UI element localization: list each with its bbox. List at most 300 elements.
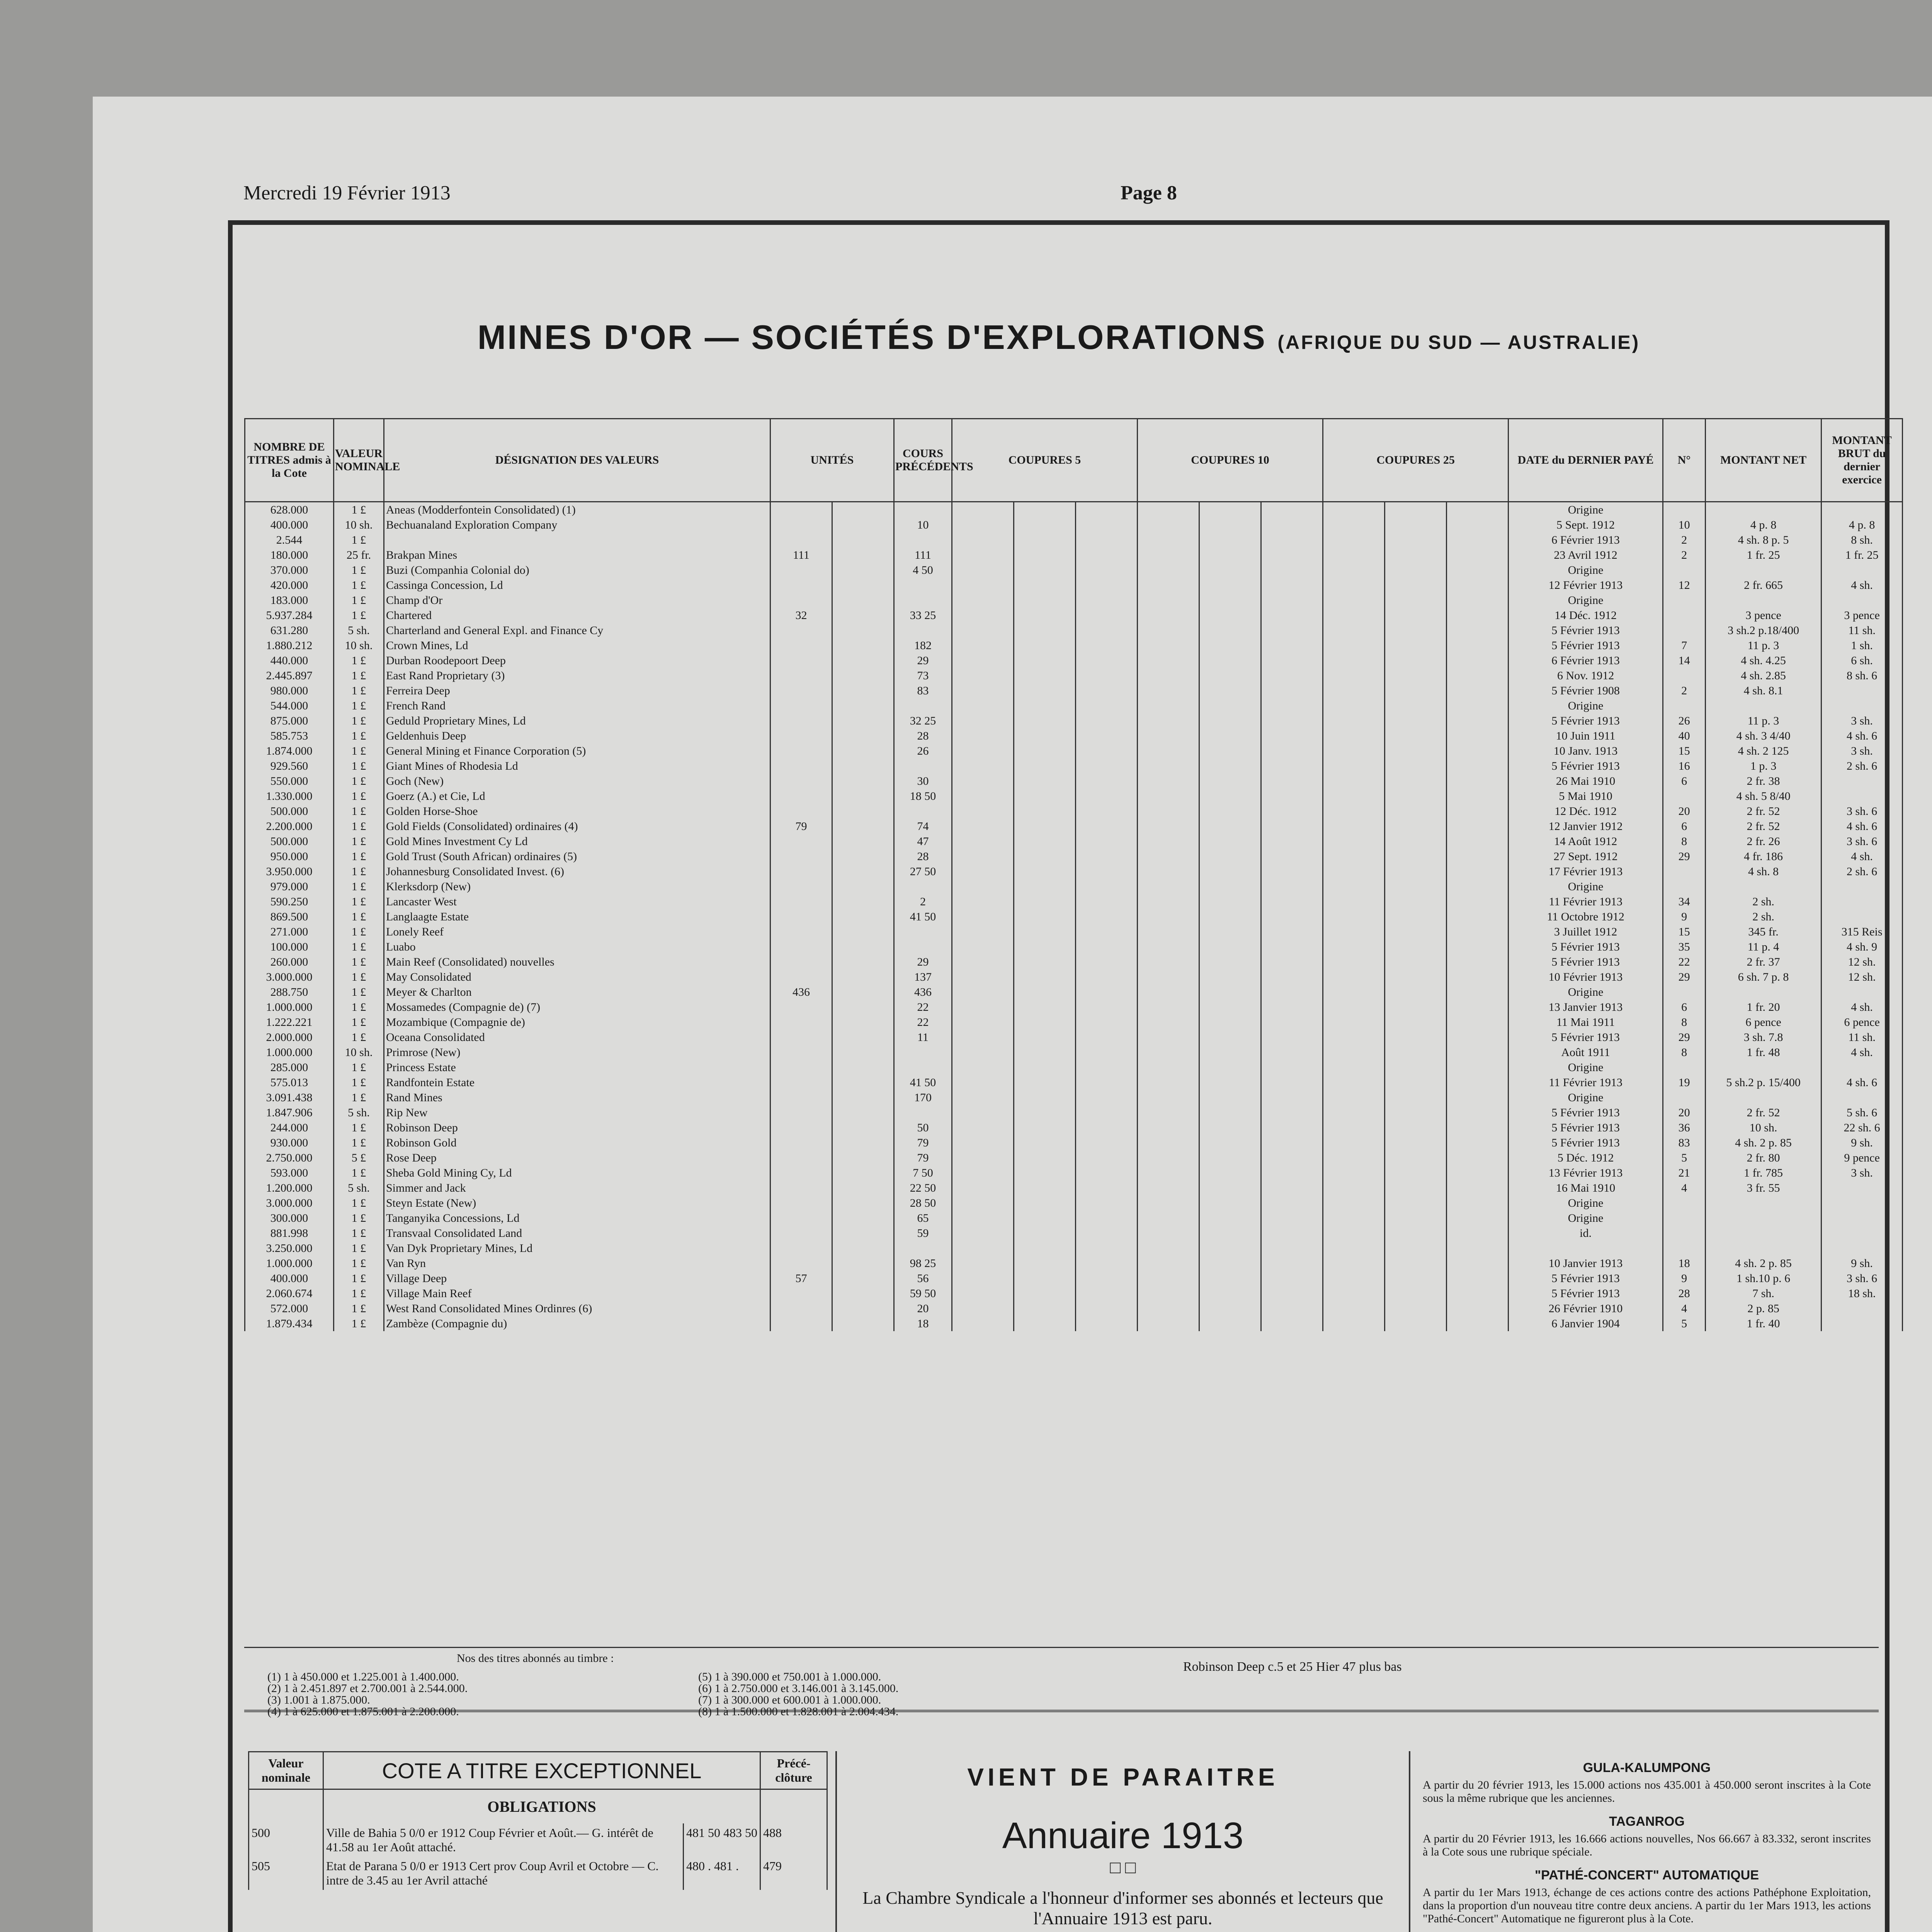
cell-nombre: 2.750.000: [245, 1150, 334, 1165]
cell-c25-bas: [1323, 1135, 1385, 1150]
cell-c5-prec: [1076, 623, 1138, 638]
cell-c10-prec: [1261, 1150, 1323, 1165]
cell-valeur: 1 £: [334, 1000, 384, 1015]
cell-unites-bas: [770, 834, 832, 849]
cell-c5-prec: [1076, 1226, 1138, 1241]
cell-c25-haut: [1385, 1226, 1447, 1241]
cell-valeur: 10 sh.: [334, 517, 384, 532]
cell-nombre: 950.000: [245, 849, 334, 864]
cell-date: 5 Février 1913: [1509, 1105, 1663, 1120]
cell-unites-haut: [832, 1286, 894, 1301]
cell-designation: Chartered: [384, 608, 770, 623]
cell-c25-haut: [1385, 789, 1447, 804]
cell-c25-haut: [1385, 834, 1447, 849]
cell-c10-bas: [1138, 502, 1199, 518]
cell-c10-bas: [1138, 1000, 1199, 1015]
cell-c5-bas: [952, 1000, 1014, 1015]
cell-c5-prec: [1076, 1271, 1138, 1286]
cell-c5-bas: [952, 1180, 1014, 1196]
cell-c10-bas: [1138, 1060, 1199, 1075]
cell-c25-haut: [1385, 954, 1447, 969]
table-row: [245, 819, 1903, 834]
cell-nombre: 980.000: [245, 683, 334, 698]
cell-c5-prec: [1076, 1165, 1138, 1180]
cell-no: 2: [1663, 548, 1706, 563]
cell-designation: Johannesburg Consolidated Invest. (6): [384, 864, 770, 879]
cell-c25-prec: [1447, 1226, 1509, 1241]
cell-c25-prec: [1447, 954, 1509, 969]
cell-c25-bas: [1323, 743, 1385, 759]
notice-text: A partir du 20 février 1913, les 15.000 actions nos 435.001 à 450.000 seront inscrites à la Cote sous la même rubrique que les anciennes.: [1423, 1779, 1871, 1804]
cell-no: 2: [1663, 683, 1706, 698]
cell-nombre: 3.000.000: [245, 1196, 334, 1211]
cell-c25-prec: [1447, 909, 1509, 924]
cell-c25-haut: [1385, 1301, 1447, 1316]
cell-c10-prec: [1261, 1000, 1323, 1015]
cell-designation: West Rand Consolidated Mines Ordinres (6): [384, 1301, 770, 1316]
cell-cours-prec: 32 25: [894, 713, 952, 728]
cell-c10-prec: [1261, 1226, 1323, 1241]
cell-unites-bas: [770, 774, 832, 789]
cell-montant: [1706, 985, 1821, 1000]
cell-c5-prec: [1076, 924, 1138, 939]
cell-designation: Simmer and Jack: [384, 1180, 770, 1196]
cell-unites-haut: [832, 879, 894, 894]
cell-no: 14: [1663, 653, 1706, 668]
cell-c25-haut: [1385, 517, 1447, 532]
cell-c10-bas: [1138, 698, 1199, 713]
cell-no: 29: [1663, 849, 1706, 864]
cell-unites-haut: [832, 954, 894, 969]
cell-nombre: 930.000: [245, 1135, 334, 1150]
cell-c25-prec: [1447, 698, 1509, 713]
cell-nombre: 100.000: [245, 939, 334, 954]
cell-c25-bas: [1323, 623, 1385, 638]
cell-valeur: 1 £: [334, 653, 384, 668]
cell-c10-haut: [1199, 1075, 1261, 1090]
cell-designation: Crown Mines, Ld: [384, 638, 770, 653]
cell-nombre: 585.753: [245, 728, 334, 743]
cell-date: 12 Janvier 1912: [1509, 819, 1663, 834]
cell-c10-haut: [1199, 1015, 1261, 1030]
cell-montant: 2 sh.: [1706, 894, 1821, 909]
cell-valeur: 1 £: [334, 1165, 384, 1180]
cell-c25-prec: [1447, 789, 1509, 804]
cell-c5-prec: [1076, 728, 1138, 743]
cell-cours-prec: 137: [894, 969, 952, 985]
cell-cours-prec: [894, 623, 952, 638]
cell-c5-bas: [952, 502, 1014, 518]
cell-c10-prec: [1261, 1120, 1323, 1135]
cell-c5-haut: [1014, 1045, 1076, 1060]
cell-c5-haut: [1014, 1316, 1076, 1331]
cell-c5-bas: [952, 1150, 1014, 1165]
cell-brut: [1821, 1241, 1903, 1256]
cell-brut: 9 pence: [1821, 1150, 1903, 1165]
cell-no: 22: [1663, 954, 1706, 969]
cell-c10-haut: [1199, 1180, 1261, 1196]
table-row: [245, 578, 1903, 593]
cell-designation: French Rand: [384, 698, 770, 713]
cell-c5-prec: [1076, 1196, 1138, 1211]
cell-c5-haut: [1014, 834, 1076, 849]
cell-c5-bas: [952, 985, 1014, 1000]
cell-cours-prec: 59 50: [894, 1286, 952, 1301]
cell-c5-haut: [1014, 1180, 1076, 1196]
cell-cours-prec: 28: [894, 849, 952, 864]
cell-designation: May Consolidated: [384, 969, 770, 985]
cell-c25-haut: [1385, 593, 1447, 608]
cell-montant: 1 p. 3: [1706, 759, 1821, 774]
cell-c25-prec: [1447, 1135, 1509, 1150]
cote-r1-prec: 488: [760, 1823, 827, 1857]
cell-montant: 2 fr. 38: [1706, 774, 1821, 789]
cell-c10-bas: [1138, 849, 1199, 864]
cell-unites-haut: [832, 1120, 894, 1135]
cell-c10-bas: [1138, 1196, 1199, 1211]
cell-designation: Oceana Consolidated: [384, 1030, 770, 1045]
cell-c25-haut: [1385, 638, 1447, 653]
cell-brut: [1821, 1211, 1903, 1226]
notice-text: A partir du 1er Mars 1913, échange de ces actions contre des actions Pathéphone Exploitation, dans la proportion d'un nouveau titre contre deux anciens. A partir du 1er Mars 1913, les actions "Pathé-Concert" Automatique ne figureront plus à la Cote.: [1423, 1886, 1871, 1925]
cell-nombre: 544.000: [245, 698, 334, 713]
cell-c5-prec: [1076, 1211, 1138, 1226]
cell-c25-bas: [1323, 819, 1385, 834]
cell-c25-bas: [1323, 879, 1385, 894]
cell-cours-prec: 33 25: [894, 608, 952, 623]
cell-brut: 4 sh.: [1821, 849, 1903, 864]
cell-c25-prec: [1447, 728, 1509, 743]
cell-c25-prec: [1447, 864, 1509, 879]
cell-c10-prec: [1261, 1060, 1323, 1075]
cell-brut: [1821, 879, 1903, 894]
cell-c10-prec: [1261, 789, 1323, 804]
cell-brut: [1821, 683, 1903, 698]
header-date: Mercredi 19 Février 1913: [243, 182, 451, 204]
cell-cours-prec: 11: [894, 1030, 952, 1045]
cell-montant: 1 fr. 25: [1706, 548, 1821, 563]
table-row: [245, 1105, 1903, 1120]
cell-c5-bas: [952, 743, 1014, 759]
cell-valeur: 5 sh.: [334, 1105, 384, 1120]
cell-c10-haut: [1199, 954, 1261, 969]
cell-unites-haut: [832, 683, 894, 698]
cell-c25-haut: [1385, 1256, 1447, 1271]
cell-c25-bas: [1323, 653, 1385, 668]
cell-c10-bas: [1138, 1015, 1199, 1030]
cell-c5-haut: [1014, 1241, 1076, 1256]
cell-c5-prec: [1076, 879, 1138, 894]
cell-c5-bas: [952, 1060, 1014, 1075]
cell-montant: [1706, 1196, 1821, 1211]
cell-brut: 12 sh.: [1821, 954, 1903, 969]
cell-montant: 3 fr. 55: [1706, 1180, 1821, 1196]
cell-brut: [1821, 502, 1903, 518]
cell-nombre: 1.847.906: [245, 1105, 334, 1120]
cell-c25-prec: [1447, 1271, 1509, 1286]
cell-date: 14 Déc. 1912: [1509, 608, 1663, 623]
cell-date: 10 Janv. 1913: [1509, 743, 1663, 759]
cell-c10-haut: [1199, 879, 1261, 894]
cell-cours-prec: 47: [894, 834, 952, 849]
cell-unites-bas: [770, 1135, 832, 1150]
cell-c25-bas: [1323, 1090, 1385, 1105]
cell-c25-prec: [1447, 894, 1509, 909]
cell-date: 16 Mai 1910: [1509, 1180, 1663, 1196]
cell-cours-prec: [894, 939, 952, 954]
col-nombre: NOMBRE DE TITRES admis à la Cote: [245, 419, 334, 502]
cell-c5-prec: [1076, 502, 1138, 518]
cell-c10-haut: [1199, 1135, 1261, 1150]
cell-c10-haut: [1199, 517, 1261, 532]
cell-date: Origine: [1509, 985, 1663, 1000]
table-row: [245, 653, 1903, 668]
cell-c10-haut: [1199, 969, 1261, 985]
cell-unites-bas: [770, 1301, 832, 1316]
cell-date: 5 Février 1913: [1509, 1271, 1663, 1286]
cell-cours-prec: 30: [894, 774, 952, 789]
cell-c10-haut: [1199, 1196, 1261, 1211]
cell-designation: Village Main Reef: [384, 1286, 770, 1301]
cell-montant: 1 fr. 40: [1706, 1316, 1821, 1331]
cell-c10-bas: [1138, 548, 1199, 563]
cell-unites-bas: [770, 1090, 832, 1105]
cell-no: [1663, 563, 1706, 578]
vient-heading: VIENT DE PARAITRE: [967, 1763, 1279, 1791]
cell-unites-bas: [770, 1105, 832, 1120]
col-coupures-5: COUPURES 5: [952, 419, 1138, 502]
cell-designation: Lancaster West: [384, 894, 770, 909]
cell-montant: 1 fr. 48: [1706, 1045, 1821, 1060]
cell-c5-prec: [1076, 774, 1138, 789]
cell-unites-bas: 57: [770, 1271, 832, 1286]
cell-montant: 10 sh.: [1706, 1120, 1821, 1135]
cell-c25-prec: [1447, 1180, 1509, 1196]
cell-unites-bas: [770, 532, 832, 548]
cell-cours-prec: 73: [894, 668, 952, 683]
cell-montant: 3 pence: [1706, 608, 1821, 623]
cell-c25-bas: [1323, 774, 1385, 789]
cell-c10-haut: [1199, 1316, 1261, 1331]
table-row: [245, 1241, 1903, 1256]
cell-c25-haut: [1385, 698, 1447, 713]
cell-unites-bas: [770, 517, 832, 532]
cell-c5-haut: [1014, 1135, 1076, 1150]
cell-c10-bas: [1138, 1180, 1199, 1196]
content-frame: [228, 220, 1892, 1932]
col-montant: MONTANT NET: [1706, 419, 1821, 502]
cell-c10-prec: [1261, 894, 1323, 909]
cell-designation: Goerz (A.) et Cie, Ld: [384, 789, 770, 804]
cell-c25-prec: [1447, 517, 1509, 532]
cell-valeur: 1 £: [334, 728, 384, 743]
cell-brut: 2 sh. 6: [1821, 864, 1903, 879]
cell-designation: Van Ryn: [384, 1256, 770, 1271]
cell-cours-prec: 29: [894, 653, 952, 668]
cell-unites-haut: [832, 608, 894, 623]
cell-nombre: 180.000: [245, 548, 334, 563]
cell-cours-prec: [894, 759, 952, 774]
cell-valeur: 1 £: [334, 1256, 384, 1271]
cell-c5-bas: [952, 1120, 1014, 1135]
cell-c25-haut: [1385, 1015, 1447, 1030]
cell-valeur: 1 £: [334, 864, 384, 879]
cell-no: [1663, 879, 1706, 894]
cell-brut: 18 sh.: [1821, 1286, 1903, 1301]
cell-c5-haut: [1014, 713, 1076, 728]
cell-unites-haut: [832, 743, 894, 759]
cell-c5-prec: [1076, 743, 1138, 759]
cell-unites-bas: [770, 1060, 832, 1075]
notes-block: [244, 1647, 1879, 1718]
cell-valeur: 1 £: [334, 1271, 384, 1286]
cell-c25-bas: [1323, 1286, 1385, 1301]
cell-unites-bas: [770, 1256, 832, 1271]
cell-valeur: 1 £: [334, 1030, 384, 1045]
cell-cours-prec: [894, 578, 952, 593]
cell-cours-prec: 79: [894, 1150, 952, 1165]
cell-no: [1663, 698, 1706, 713]
cell-c25-prec: [1447, 759, 1509, 774]
cell-unites-haut: [832, 713, 894, 728]
decoration: □ □: [1110, 1857, 1136, 1877]
cell-c25-bas: [1323, 532, 1385, 548]
cell-brut: [1821, 985, 1903, 1000]
col-date: DATE du DERNIER PAYÉ: [1509, 419, 1663, 502]
table-row: [245, 1030, 1903, 1045]
cell-date: 13 Février 1913: [1509, 1165, 1663, 1180]
cell-c10-haut: [1199, 939, 1261, 954]
cell-unites-haut: [832, 1000, 894, 1015]
cell-c25-bas: [1323, 593, 1385, 608]
cell-c5-haut: [1014, 563, 1076, 578]
cell-designation: [384, 532, 770, 548]
table-row: [245, 954, 1903, 969]
cell-no: 16: [1663, 759, 1706, 774]
cell-brut: 3 sh.: [1821, 713, 1903, 728]
cell-date: Origine: [1509, 563, 1663, 578]
cell-brut: 3 sh. 6: [1821, 834, 1903, 849]
cell-no: 15: [1663, 743, 1706, 759]
cell-unites-haut: [832, 563, 894, 578]
cell-c10-bas: [1138, 683, 1199, 698]
cell-c5-prec: [1076, 653, 1138, 668]
cell-designation: Buzi (Companhia Colonial do): [384, 563, 770, 578]
cell-unites-haut: [832, 578, 894, 593]
cell-cours-prec: 18: [894, 1316, 952, 1331]
cell-c10-prec: [1261, 638, 1323, 653]
cell-c10-prec: [1261, 593, 1323, 608]
cell-unites-bas: [770, 1045, 832, 1060]
cell-c10-prec: [1261, 1075, 1323, 1090]
cell-nombre: 400.000: [245, 1271, 334, 1286]
cell-c25-haut: [1385, 1120, 1447, 1135]
table-row: [245, 804, 1903, 819]
cell-c25-bas: [1323, 804, 1385, 819]
cell-no: 6: [1663, 774, 1706, 789]
cell-c10-prec: [1261, 517, 1323, 532]
cell-c25-bas: [1323, 548, 1385, 563]
table-row: [245, 743, 1903, 759]
cell-nombre: 500.000: [245, 804, 334, 819]
table-row: [245, 759, 1903, 774]
cell-c25-prec: [1447, 638, 1509, 653]
cell-cours-prec: 28: [894, 728, 952, 743]
cell-c25-bas: [1323, 1211, 1385, 1226]
cell-no: 8: [1663, 1015, 1706, 1030]
cell-montant: [1706, 698, 1821, 713]
cell-brut: [1821, 909, 1903, 924]
cell-c25-bas: [1323, 1180, 1385, 1196]
cell-c25-prec: [1447, 879, 1509, 894]
cell-date: 26 Mai 1910: [1509, 774, 1663, 789]
cell-c10-prec: [1261, 1271, 1323, 1286]
cell-valeur: 1 £: [334, 668, 384, 683]
cell-c25-prec: [1447, 1256, 1509, 1271]
cell-c25-prec: [1447, 1015, 1509, 1030]
cell-c25-haut: [1385, 1241, 1447, 1256]
cell-valeur: 1 £: [334, 819, 384, 834]
cell-brut: [1821, 1180, 1903, 1196]
cell-brut: 22 sh. 6: [1821, 1120, 1903, 1135]
cell-nombre: 244.000: [245, 1120, 334, 1135]
annuaire-announcement: [835, 1751, 1410, 1932]
cell-c10-haut: [1199, 563, 1261, 578]
cell-no: 20: [1663, 804, 1706, 819]
cell-unites-bas: [770, 623, 832, 638]
cell-c25-bas: [1323, 713, 1385, 728]
cell-c5-bas: [952, 563, 1014, 578]
cell-montant: 6 pence: [1706, 1015, 1821, 1030]
table-row: [245, 1060, 1903, 1075]
note-line: (4) 1 à 625.000 et 1.875.001 à 2.200.000.: [267, 1705, 459, 1718]
cell-c25-bas: [1323, 1120, 1385, 1135]
cell-c10-prec: [1261, 1105, 1323, 1120]
cell-valeur: 1 £: [334, 563, 384, 578]
cell-no: 8: [1663, 1045, 1706, 1060]
cell-cours-prec: 29: [894, 954, 952, 969]
cell-nombre: 2.544: [245, 532, 334, 548]
cell-c25-haut: [1385, 608, 1447, 623]
cell-montant: 1 sh.10 p. 6: [1706, 1271, 1821, 1286]
cell-no: 10: [1663, 517, 1706, 532]
notices-column: [1415, 1751, 1879, 1932]
cell-valeur: 1 £: [334, 849, 384, 864]
cell-montant: 11 p. 3: [1706, 713, 1821, 728]
cell-c25-haut: [1385, 683, 1447, 698]
cell-unites-haut: [832, 1271, 894, 1286]
note-line: (5) 1 à 390.000 et 750.001 à 1.000.000.: [698, 1670, 881, 1683]
cell-c10-bas: [1138, 864, 1199, 879]
cell-brut: 6 sh.: [1821, 653, 1903, 668]
cell-valeur: 1 £: [334, 969, 384, 985]
cell-nombre: 500.000: [245, 834, 334, 849]
cell-c5-haut: [1014, 909, 1076, 924]
cell-montant: [1706, 1090, 1821, 1105]
cell-c10-bas: [1138, 1241, 1199, 1256]
cell-c10-prec: [1261, 578, 1323, 593]
cell-no: 40: [1663, 728, 1706, 743]
cell-montant: 7 sh.: [1706, 1286, 1821, 1301]
cell-designation: General Mining et Finance Corporation (5): [384, 743, 770, 759]
cell-brut: 315 Reis: [1821, 924, 1903, 939]
cell-valeur: 1 £: [334, 743, 384, 759]
cell-c5-prec: [1076, 563, 1138, 578]
cell-cours-prec: 56: [894, 1271, 952, 1286]
cell-cours-prec: 111: [894, 548, 952, 563]
cell-date: 11 Mai 1911: [1509, 1015, 1663, 1030]
table-row: [245, 1090, 1903, 1105]
